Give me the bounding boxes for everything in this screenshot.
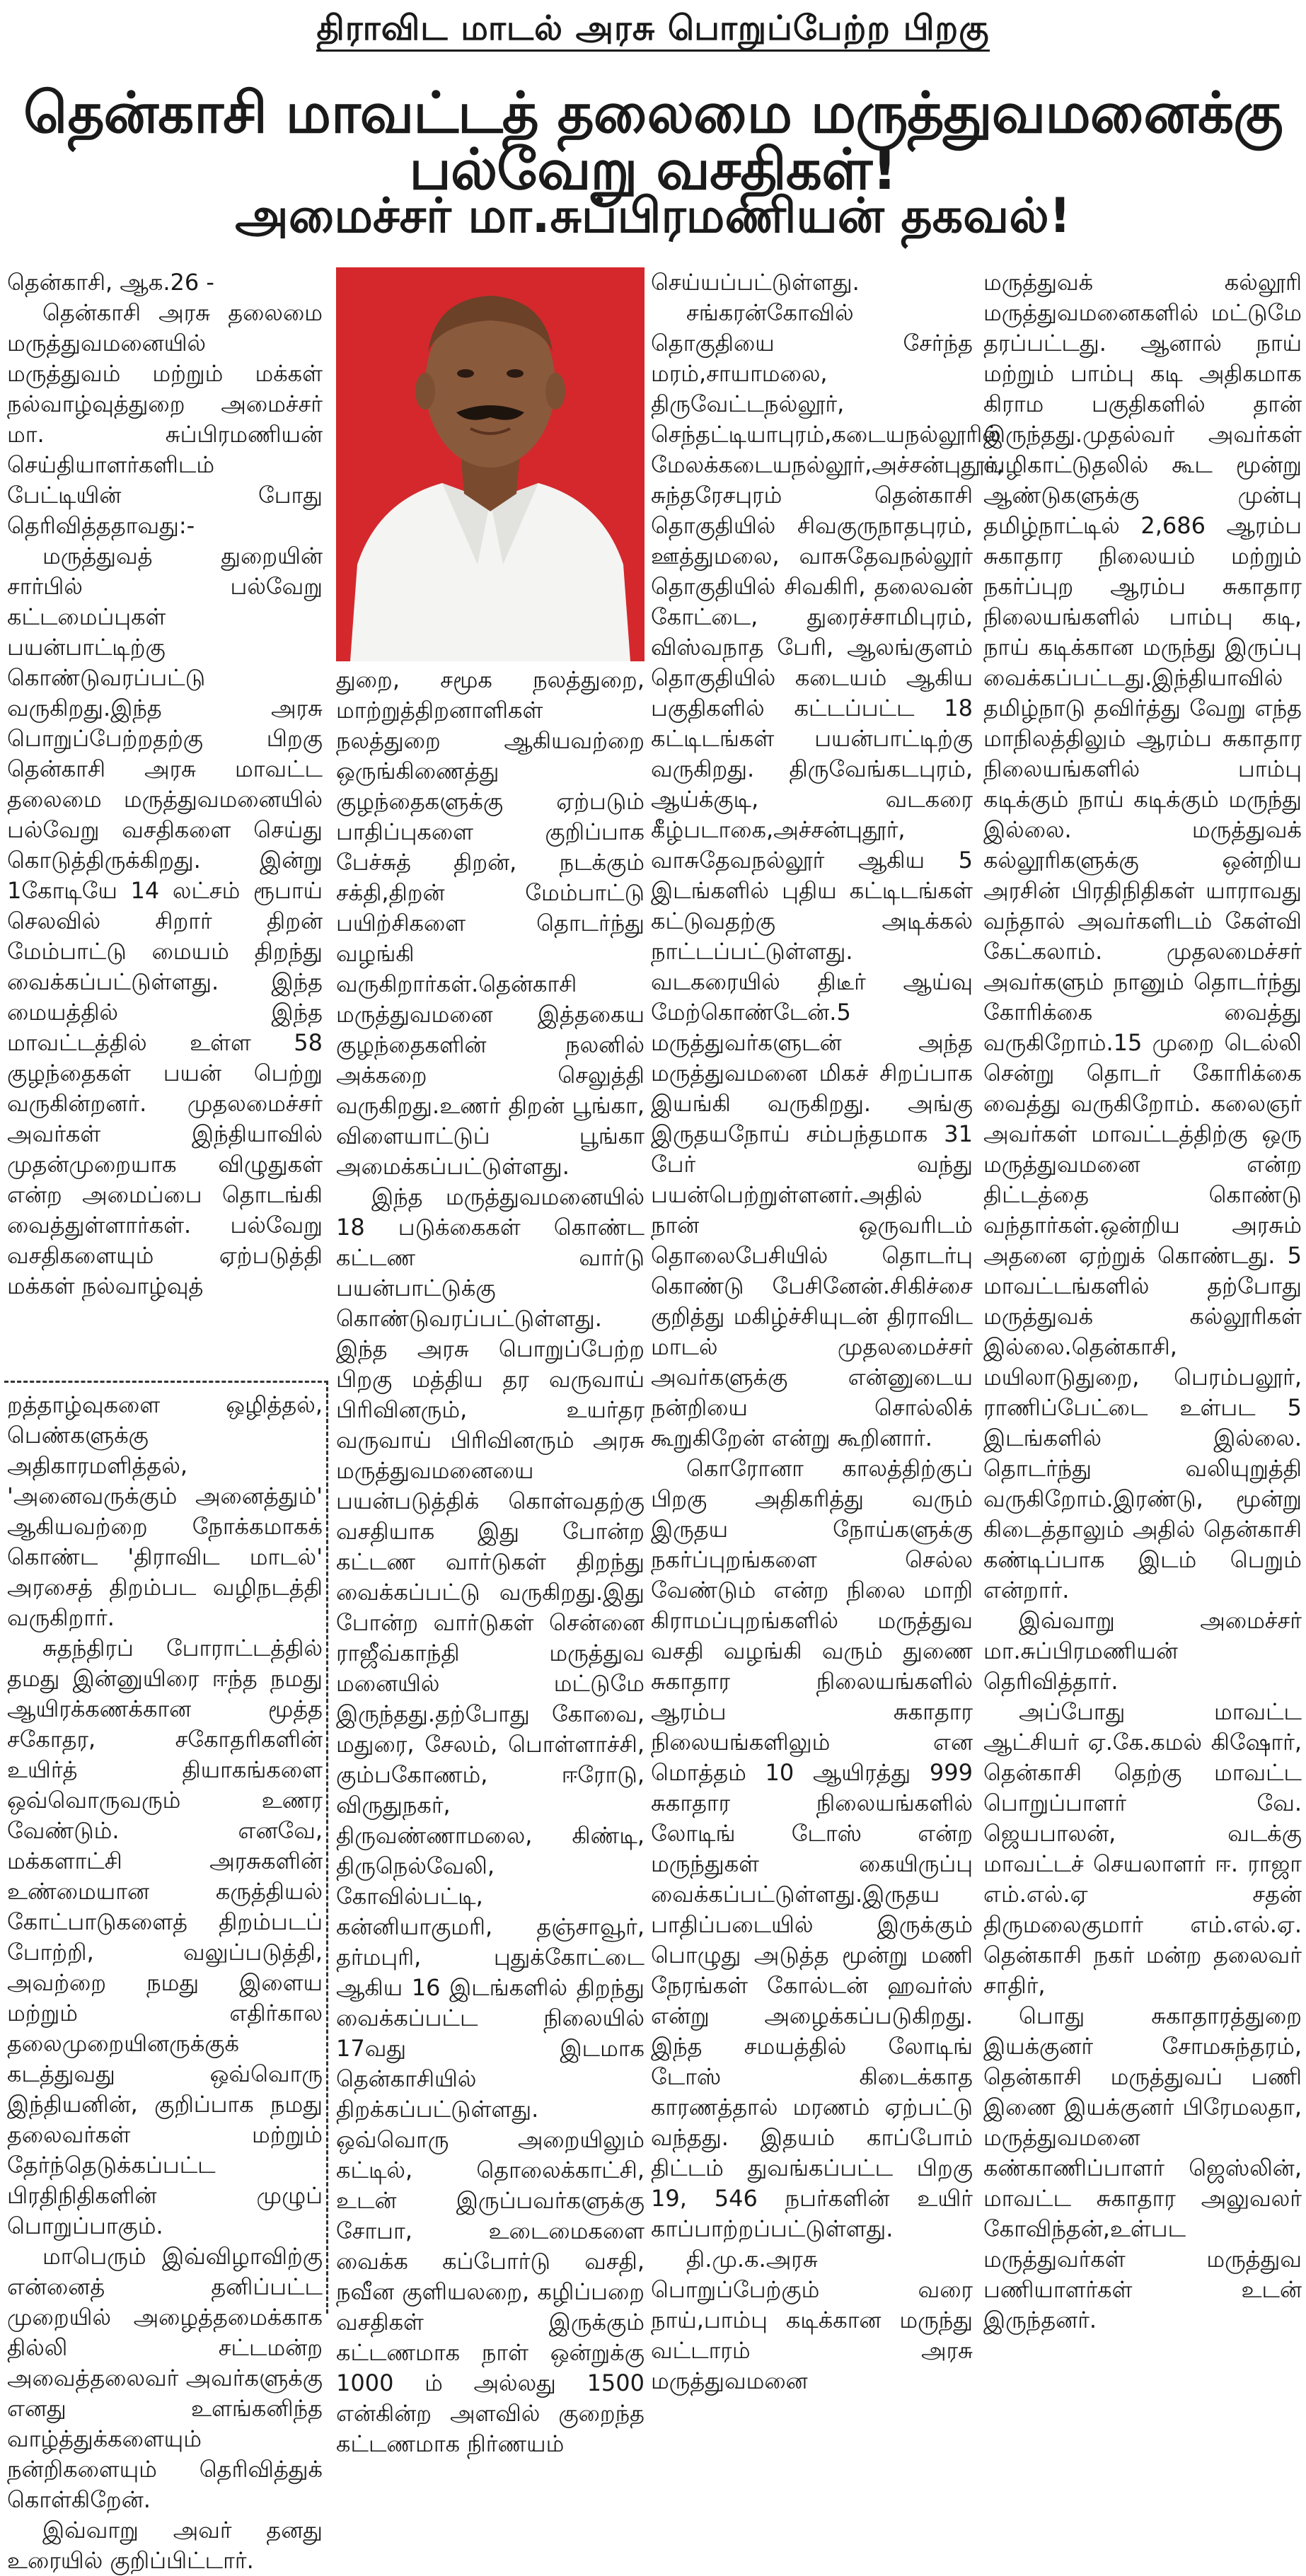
paragraph: துறை, சமூக நலத்துறை, மாற்றுத்திறனாளிகள் நலத்துறை ஆகியவற்றை ஒருங்கிணைத்து குழந்தைகளுக்கு ஏற்படும் பாதிப்புகளை குறிப்பாக பேச்சுத் திறன், நடக்கும் சக்தி,திறன் மேம்பாட்டு பயிற்சிகளை தொடர்ந்து வழங்கி வருகிறார்கள்.தென்காசி மருத்துவமனை இத்தகைய குழந்தைகளின் நலனில் அக்கறை செலுத்தி வருகிறது.உணர் திறன் பூங்கா, விளையாட்டுப் பூங்கா அமைக்கப்பட்டுள்ளது. bbox=[336, 666, 645, 1180]
subhead: அமைச்சர் மா.சுப்பிரமணியன் தகவல்! bbox=[235, 188, 1071, 244]
paragraph: மாபெரும் இவ்விழாவிற்கு என்னைத் தனிப்பட்ட முறையில் அழைத்தமைக்காக தில்லி சட்டமன்ற அவைத்தலைவர் அவர்களுக்கு எனது உளங்கனிந்த வாழ்த்துக்களையும் நன்றிகளையும் தெரிவித்துக் கொள்கிறேன். bbox=[7, 2243, 323, 2513]
article-column-2 bbox=[336, 665, 645, 2457]
paragraph: செய்யப்பட்டுள்ளது. bbox=[651, 269, 860, 296]
dateline: தென்காசி, ஆக.26 - bbox=[7, 269, 214, 296]
paragraph: சங்கரன்கோவில் தொகுதியை சேர்ந்த மரம்,சாயாமலை, திருவேட்டநல்லூர், செந்தட்டியாபுரம்,கடையநல்லூரில் மேலக்கடையநல்லூர்,அச்சன்புதூர், சுந்தரேசபுரம் தென்காசி தொகுதியில் சிவகுருநாதபுரம், ஊத்துமலை, வாசுதேவநல்லூர் தொகுதியில் சிவகிரி, தலைவன் கோட்டை, துரைச்சாமிபுரம், விஸ்வநாத பேரி, ஆலங்குளம் தொகுதியில் கடையம் ஆகிய பகுதிகளில் கட்டப்பட்ட 18 கட்டிடங்கள் பயன்பாட்டிற்கு வருகிறது. திருவேங்கடபுரம், ஆய்க்குடி, வடகரை கீழ்படாகை,அச்சன்புதூர், வாசுதேவநல்லூர் ஆகிய 5 இடங்களில் புதிய கட்டிடங்கள் கட்டுவதற்கு அடிக்கல் நாட்டப்பட்டுள்ளது. வடகரையில் திடீர் ஆய்வு மேற்கொண்டேன்.5 மருத்துவர்களுடன் அந்த மருத்துவமனை மிகச் சிறப்பாக இயங்கி வருகிறது. அங்கு இருதயநோய் சம்பந்தமாக 31 பேர் வந்து பயன்பெற்றுள்ளனர்.அதில் நான் ஒருவரிடம் தொலைபேசியில் தொடர்பு கொண்டு பேசினேன்.சிகிச்சை குறித்து மகிழ்ச்சியுடன் திராவிட மாடல் முதலமைச்சர் அவர்களுக்கு என்னுடைய நன்றியை சொல்லிக் கூறுகிறேன் என்று கூறினார். bbox=[651, 299, 1004, 1451]
paragraph: பொது சுகாதாரத்துறை இயக்குனர் சோமசுந்தரம், தென்காசி மருத்துவப் பணி இணை இயக்குனர் பிரேமலதா, மருத்துவமனை கண்காணிப்பாளர் ஜெஸ்லின், மாவட்ட சுகாதார அலுவலர் கோவிந்தன்,உள்பட மருத்துவர்கள் மருத்துவ பணியாளர்கள் உடன் இருந்தனர். bbox=[983, 2002, 1302, 2333]
paragraph: தென்காசி அரசு தலைமை மருத்துவமனையில் மருத்துவம் மற்றும் மக்கள் நல்வாழ்வுத்துறை அமைச்சர் மா. சுப்பிரமணியன் செய்தியாளர்களிடம் பேட்டியின் போது தெரிவித்ததாவது:- bbox=[7, 299, 323, 539]
kicker bbox=[0, 8, 1306, 52]
minister-photo bbox=[336, 267, 645, 661]
sidebar-article bbox=[7, 1390, 323, 2574]
article-column-4 bbox=[983, 267, 1302, 2333]
paragraph: அப்போது மாவட்ட ஆட்சியர் ஏ.கே.கமல் கிஷோர், தென்காசி தெற்கு மாவட்ட பொறுப்பாளர் வே. ஜெயபாலன், வடக்கு மாவட்டச் செயலாளர் ஈ. ராஜா எம்.எல்.ஏ சதன் திருமலைகுமார் எம்.எல்.ஏ. தென்காசி நகர் மன்ற தலைவர் சாதிர், bbox=[983, 1698, 1302, 1999]
headline: தென்காசி மாவட்டத் தலைமை மருத்துவமனைக்கு பல்வேறு வசதிகள்! bbox=[23, 80, 1283, 202]
article-column-3 bbox=[651, 267, 1004, 2394]
portrait-image bbox=[336, 267, 645, 661]
paragraph: தி.மு.க.அரசு பொறுப்பேற்கும் வரை நாய்,பாம்பு கடிக்கான மருந்து வட்டாரம் அரசு மருத்துவமனை bbox=[651, 2246, 973, 2394]
paragraph: கொரோனா காலத்திற்குப் பிறகு அதிகரித்து வரும் இருதய நோய்களுக்கு நகர்ப்புறங்களை செல்ல வேண்டும் என்ற நிலை மாறி கிராமப்புறங்களில் மருத்துவ வசதி வழங்கி வரும் துணை சுகாதார நிலையங்களில் ஆரம்ப சுகாதார நிலையங்களிலும் என மொத்தம் 10 ஆயிரத்து 999 சுகாதார நிலையங்களில் லோடிங் டோஸ் என்ற மருந்துகள் கையிருப்பு வைக்கப்பட்டுள்ளது.இருதய பாதிப்படையில் இருக்கும் பொழுது அடுத்த மூன்று மணி நேரங்கள் கோல்டன் ஹவர்ஸ் என்று அழைக்கப்படுகிறது. இந்த சமயத்தில் லோடிங் டோஸ் கிடைக்காத காரணத்தால் மரணம் ஏற்பட்டு வந்தது. இதயம் காப்போம் திட்டம் துவங்கப்பட்ட பிறகு 19, 546 நபர்களின் உயிர் காப்பாற்றப்பட்டுள்ளது. bbox=[651, 1455, 973, 2242]
paragraph: மருத்துவத் துறையின் சார்பில் பல்வேறு கட்டமைப்புகள் பயன்பாட்டிற்கு கொண்டுவரப்பட்டு வருகிறது.இந்த அரசு பொறுப்பேற்றதற்கு பிறகு தென்காசி அரசு மாவட்ட தலைமை மருத்துவமனையில் பல்வேறு வசதிகளை செய்து கொடுத்திருக்கிறது. இன்று 1கோடியே 14 லட்சம் ரூபாய் செலவில் சிறார் திறன் மேம்பாட்டு மையம் திறந்து வைக்கப்பட்டுள்ளது. இந்த மையத்தில் இந்த மாவட்டத்தில் உள்ள 58 குழந்தைகள் பயன் பெற்று வருகின்றனர். முதலமைச்சர் அவர்கள் இந்தியாவில் முதன்முறையாக விழுதுகள் என்ற அமைப்பை தொடங்கி வைத்துள்ளார்கள். பல்வேறு வசதிகளையும் ஏற்படுத்தி மக்கள் நல்வாழ்வுத் bbox=[7, 543, 323, 1299]
paragraph: இவ்வாறு அமைச்சர் மா.சுப்பிரமணியன் தெரிவித்தார். bbox=[983, 1607, 1302, 1695]
paragraph: றத்தாழ்வுகளை ஒழித்தல், பெண்களுக்கு அதிகாரமளித்தல், 'அனைவருக்கும் அனைத்தும்' ஆகியவற்றை நோக்கமாகக் கொண்ட 'திராவிட மாடல்' அரசைத் திறம்பட வழிநடத்தி வருகிறார். bbox=[7, 1391, 323, 1631]
paragraph: இவ்வாறு அவர் தனது உரையில் குறிப்பிட்டார். bbox=[7, 2517, 323, 2574]
kicker-text: திராவிட மாடல் அரசு பொறுப்பேற்ற பிறகு bbox=[316, 8, 989, 52]
article-column-1 bbox=[7, 267, 323, 1371]
paragraph: சுதந்திரப் போராட்டத்தில் தமது இன்னுயிரை ஈந்த நமது ஆயிரக்கணக்கான மூத்த சகோதர, சகோதரிகளின் உயிர்த் தியாகங்களை ஒவ்வொருவரும் உணர வேண்டும். எனவே, மக்களாட்சி அரசுகளின் உண்மையான கருத்தியல் கோட்பாடுகளைத் திறம்படப் போற்றி, வலுப்படுத்தி, அவற்றை நமது இளைய மற்றும் எதிர்கால தலைமுறையினருக்குக் கடத்துவது ஒவ்வொரு இந்தியனின், குறிப்பாக நமது தலைவர்கள் மற்றும் தேர்ந்தெடுக்கப்பட்ட பிரதிநிதிகளின் முழுப் பொறுப்பாகும். bbox=[7, 1635, 323, 2239]
paragraph: மருத்துவக் கல்லூரி மருத்துவமனைகளில் மட்டுமே தரப்பட்டது. ஆனால் நாய் மற்றும் பாம்பு கடி அதிகமாக கிராம பகுதிகளில் தான் இருந்தது.முதல்வர் அவர்கள் வழிகாட்டுதலில் கூட மூன்று ஆண்டுகளுக்கு முன்பு தமிழ்நாட்டில் 2,686 ஆரம்ப சுகாதார நிலையம் மற்றும் நகர்ப்புற ஆரம்ப சுகாதார நிலையங்களில் பாம்பு கடி, நாய் கடிக்கான மருந்து இருப்பு வைக்கப்பட்டது.இந்தியாவில் தமிழ்நாடு தவிர்த்து வேறு எந்த மாநிலத்திலும் ஆரம்ப சுகாதார நிலையங்களில் பாம்பு கடிக்கும் நாய் கடிக்கும் மருந்து இல்லை. மருத்துவக் கல்லூரிகளுக்கு ஒன்றிய அரசின் பிரதிநிதிகள் யாராவது வந்தால் அவர்களிடம் கேள்வி கேட்கலாம். முதலமைச்சர் அவர்களும் நானும் தொடர்ந்து கோரிக்கை வைத்து வருகிறோம்.15 முறை டெல்லி சென்று தொடர் கோரிக்கை வைத்து வருகிறோம். கலைஞர் அவர்கள் மாவட்டத்திற்கு ஒரு மருத்துவமனை என்ற திட்டத்தை கொண்டு வந்தார்கள்.ஒன்றிய அரசும் அதனை ஏற்றுக் கொண்டது. 5 மாவட்டங்களில் தற்போது மருத்துவக் கல்லூரிகள் இல்லை.தென்காசி, மயிலாடுதுறை, பெரம்பலூர், ராணிப்பேட்டை உள்பட 5 இடங்களில் இல்லை. தொடர்ந்து வலியுறுத்தி வருகிறோம்.இரண்டு, மூன்று கிடைத்தாலும் அதில் தென்காசி கண்டிப்பாக இடம் பெறும் என்றார். bbox=[983, 269, 1302, 1603]
paragraph: இந்த மருத்துவமனையில் 18 படுக்கைகள் கொண்ட கட்டண வார்டு பயன்பாட்டுக்கு கொண்டுவரப்பட்டுள்ளது. இந்த அரசு பொறுப்பேற்ற பிறகு மத்திய தர வருவாய் பிரிவினரும், உயர்தர வருவாய் பிரிவினரும் அரசு மருத்துவமனையை பயன்படுத்திக் கொள்வதற்கு வசதியாக இது போன்ற கட்டண வார்டுகள் திறந்து வைக்கப்பட்டு வருகிறது.இது போன்ற வார்டுகள் சென்னை ராஜீவ்காந்தி மருத்துவ மனையில் மட்டுமே இருந்தது.தற்போது கோவை, மதுரை, சேலம், பொள்ளாச்சி, கும்பகோணம், ஈரோடு, விருதுநகர், திருவண்ணாமலை, கிண்டி, திருநெல்வேலி, கோவில்பட்டி, கன்னியாகுமரி, தஞ்சாவூர், தர்மபுரி, புதுக்கோட்டை ஆகிய 16 இடங்களில் திறந்து வைக்கப்பட்ட நிலையில் 17வது இடமாக தென்காசியில் திறக்கப்பட்டுள்ளது. ஒவ்வொரு அறையிலும் கட்டில், தொலைக்காட்சி, உடன் இருப்பவர்களுக்கு சோபா, உடைமைகளை வைக்க கப்போர்டு வசதி, நவீன குளியலறை, கழிப்பறை வசதிகள் இருக்கும் கட்டணமாக நாள் ஒன்றுக்கு 1000 ம் அல்லது 1500 என்கின்ற அளவில் குறைந்த கட்டணமாக நிர்ணயம் bbox=[336, 1183, 645, 2457]
